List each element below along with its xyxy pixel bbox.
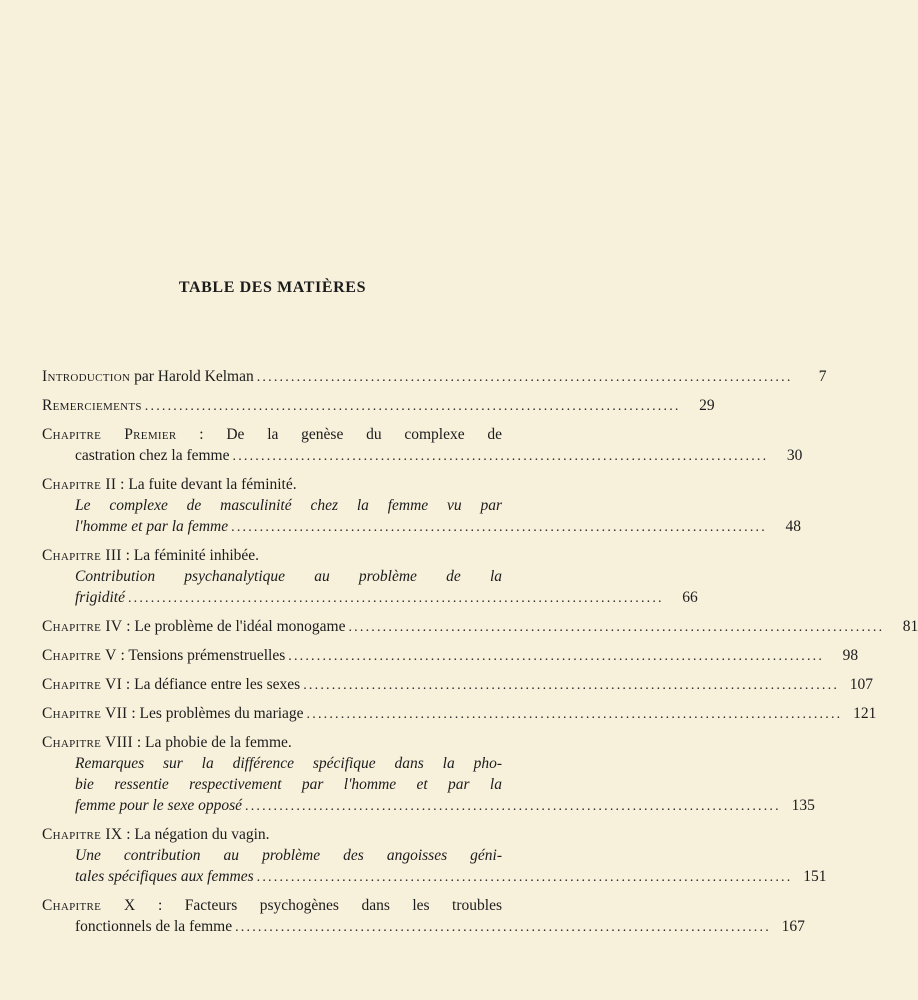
dot-leader: .............................................................................................. — [256, 370, 793, 385]
toc-entry-introduction — [42, 366, 827, 387]
toc-entry-chapitre-v — [42, 645, 859, 666]
entry-title: : La phobie de la femme. — [136, 734, 292, 751]
entry-title: : La féminité inhibée. — [125, 547, 260, 564]
dot-leader: .............................................................................................. — [256, 870, 793, 885]
page-number: 98 — [842, 647, 859, 664]
entry-title: : Tensions prémenstruelles — [120, 647, 286, 664]
toc-line — [42, 916, 805, 937]
toc-line — [42, 845, 502, 866]
toc-entry-remerciements — [42, 395, 715, 416]
entry-label: Remerciements — [42, 397, 142, 414]
entry-label: Chapitre II — [42, 476, 117, 493]
toc-line — [42, 545, 502, 566]
toc-line — [42, 424, 502, 445]
entry-title: : La négation du vagin. — [126, 826, 270, 843]
page-number: 121 — [853, 705, 877, 722]
page-number: 151 — [803, 868, 827, 885]
entry-subtitle-continued: l'homme et par la femme — [75, 518, 229, 535]
toc-line — [42, 445, 803, 466]
entry-title: : La fuite devant la féminité. — [120, 476, 297, 493]
entry-title-continued: fonctionnels de la femme — [75, 918, 233, 935]
dot-leader: .............................................................................................. — [245, 799, 781, 814]
dot-leader: .............................................................................................. — [144, 399, 681, 414]
toc-line — [42, 395, 715, 416]
entry-label: Chapitre X — [42, 897, 136, 914]
toc-line — [42, 753, 502, 774]
entry-title: : Le problème de l'idéal monogame — [126, 618, 346, 635]
toc-entry-chapitre-viii — [42, 732, 815, 816]
entry-label: Chapitre IV — [42, 618, 123, 635]
page-number: 30 — [786, 447, 803, 464]
page-number: 7 — [818, 368, 827, 385]
toc-entry-chapitre-iv — [42, 616, 918, 637]
dot-leader: .............................................................................................. — [303, 678, 840, 693]
toc-line — [42, 795, 815, 816]
toc-entry-chapitre-premier — [42, 424, 803, 466]
dot-leader: .............................................................................................. — [231, 520, 767, 535]
toc-line — [42, 366, 827, 387]
dot-leader: .............................................................................................. — [288, 649, 825, 664]
toc-line — [42, 474, 502, 495]
dot-leader: .............................................................................................. — [348, 620, 885, 635]
toc-entry-chapitre-vi — [42, 674, 874, 695]
toc-line — [42, 824, 502, 845]
entry-title-continued: castration chez la femme — [75, 447, 230, 464]
dot-leader: .............................................................................................. — [127, 591, 664, 606]
toc-line — [42, 895, 502, 916]
page-number: 107 — [849, 676, 874, 693]
dot-leader: .............................................................................................. — [306, 707, 843, 722]
page-title: TABLE DES MATIÈRES — [178, 279, 367, 296]
entry-label: Chapitre VI — [42, 676, 123, 693]
entry-label: Chapitre V — [42, 647, 117, 664]
toc-line — [42, 674, 874, 695]
entry-subtitle: Contribution psychanalytique au problème de la — [75, 568, 502, 585]
toc-line — [42, 732, 502, 753]
toc-line — [42, 587, 698, 608]
dot-leader: .............................................................................................. — [232, 449, 769, 464]
entry-subtitle-continued: frigidité — [75, 589, 125, 606]
toc-entry-chapitre-x — [42, 895, 805, 937]
entry-subtitle: Le complexe de masculinité chez la femme vu par — [75, 497, 502, 514]
entry-subtitle-continued: femme pour le sexe opposé — [75, 797, 243, 814]
entry-label: Chapitre III — [42, 547, 122, 564]
entry-subtitle-continued: bie ressentie respectivement par l'homme et par la — [75, 776, 502, 793]
entry-subtitle: Remarques sur la différence spécifique dans la pho- — [75, 755, 502, 772]
entry-label: Introduction — [42, 368, 131, 385]
entry-subtitle-continued: tales spécifiques aux femmes — [75, 868, 254, 885]
toc-line — [42, 774, 502, 795]
entry-label: Chapitre VIII — [42, 734, 133, 751]
entry-title: par Harold Kelman — [134, 368, 254, 385]
toc-line — [42, 703, 877, 724]
page-number: 29 — [699, 397, 715, 414]
entry-title: : Facteurs psychogènes dans les troubles — [157, 897, 502, 914]
toc-entry-chapitre-vii — [42, 703, 877, 724]
entry-title: : Les problèmes du mariage — [131, 705, 304, 722]
page-number: 48 — [785, 518, 801, 535]
table-of-contents — [42, 366, 918, 945]
toc-entry-chapitre-iii — [42, 545, 698, 608]
toc-line — [42, 616, 918, 637]
entry-subtitle: Une contribution au problème des angoisses géni- — [75, 847, 502, 864]
entry-title: : De la genèse du complexe de — [199, 426, 502, 443]
entry-label: Chapitre IX — [42, 826, 123, 843]
page-number: 81 — [902, 618, 918, 635]
page-number: 135 — [791, 797, 815, 814]
dot-leader: .............................................................................................. — [235, 920, 771, 935]
toc-line — [42, 495, 502, 516]
page-number: 66 — [682, 589, 698, 606]
toc-line — [42, 516, 801, 537]
entry-label: Chapitre VII — [42, 705, 128, 722]
toc-line — [42, 866, 827, 887]
toc-line — [42, 566, 502, 587]
page-number: 167 — [781, 918, 805, 935]
toc-entry-chapitre-ii — [42, 474, 801, 537]
entry-title: : La défiance entre les sexes — [125, 676, 301, 693]
entry-label: Chapitre Premier — [42, 426, 177, 443]
toc-entry-chapitre-ix — [42, 824, 827, 887]
toc-line — [42, 645, 859, 666]
